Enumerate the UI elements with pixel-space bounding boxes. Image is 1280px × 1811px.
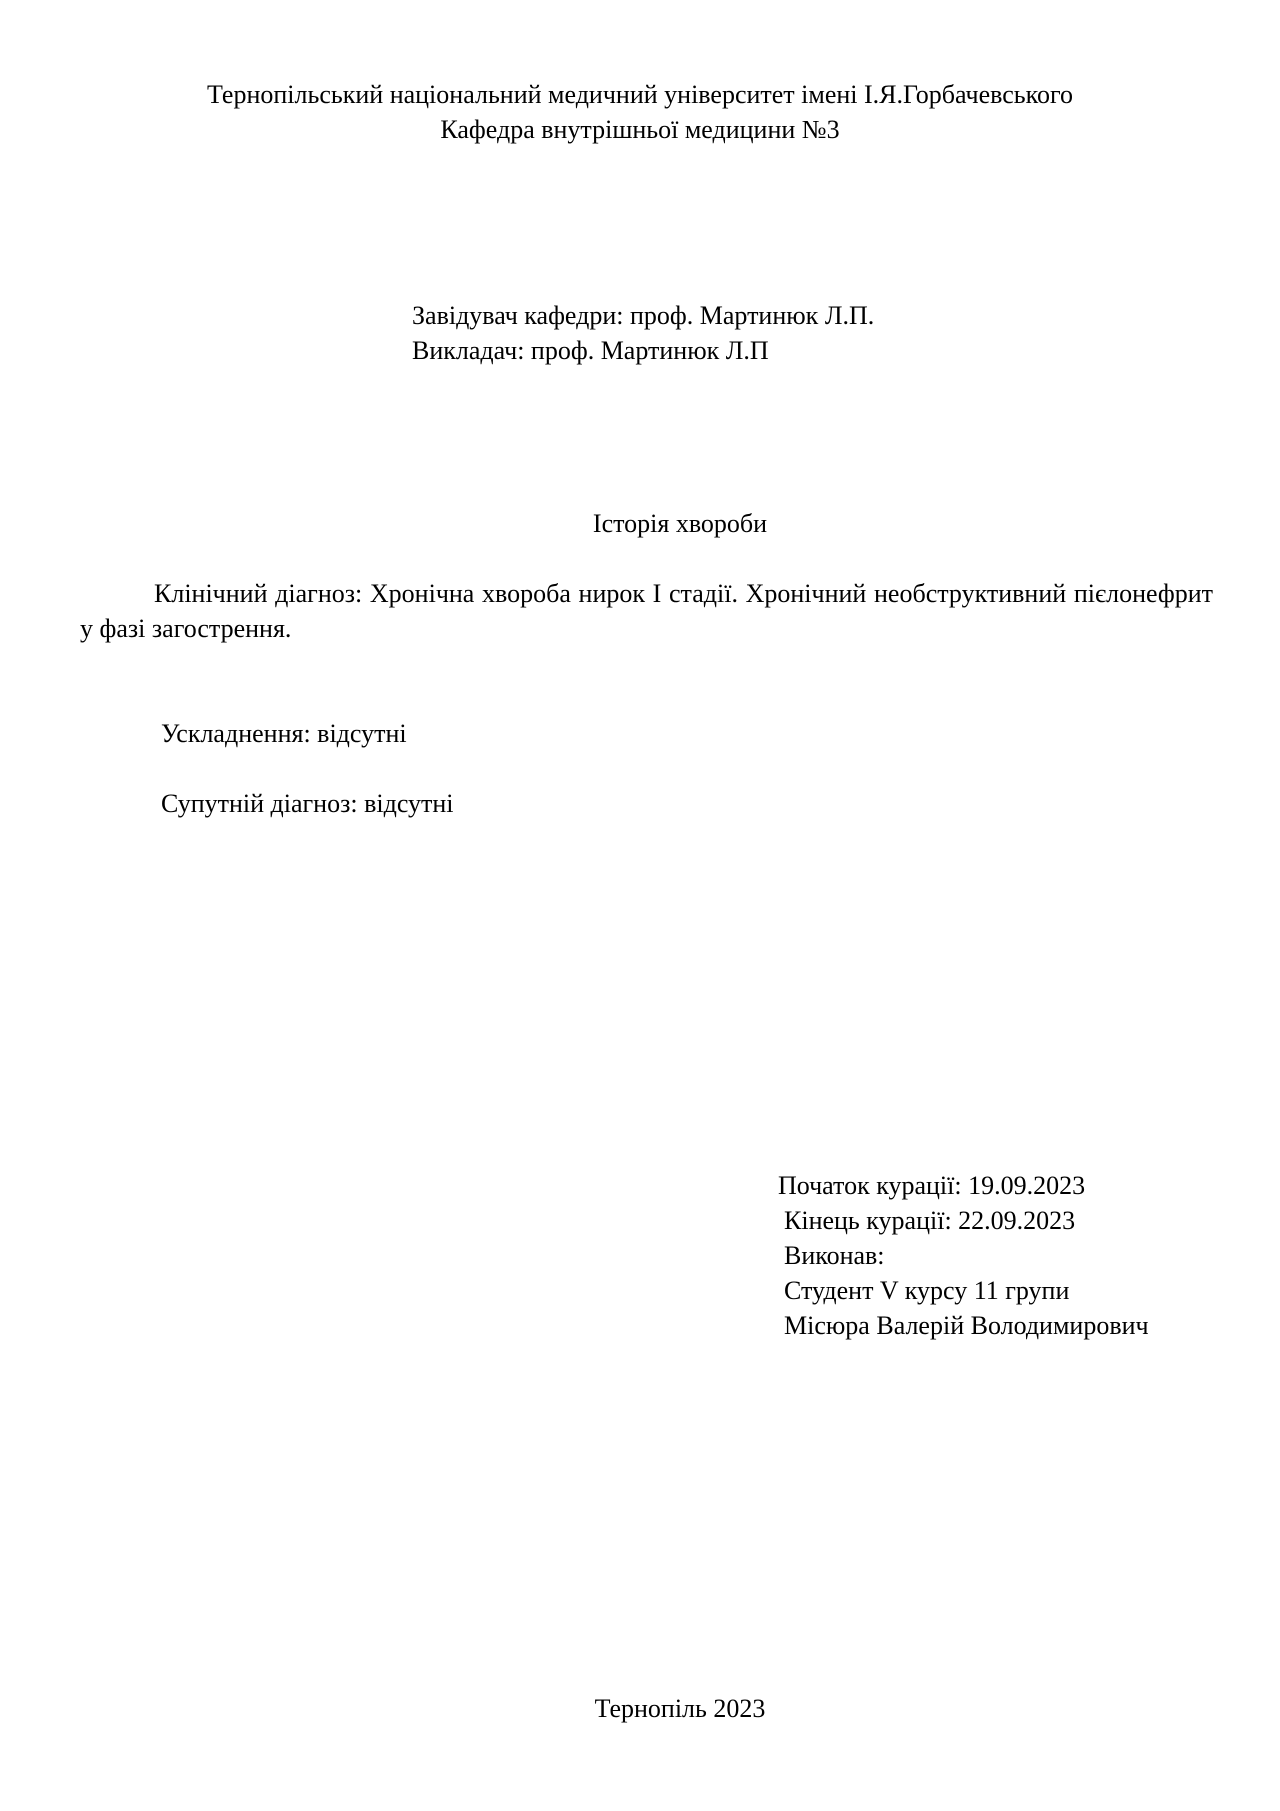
student-name: Місюра Валерій Володимирович — [784, 1311, 1149, 1340]
teacher: Викладач: проф. Мартинюк Л.П — [412, 336, 769, 365]
document-header — [0, 77, 1280, 147]
head-of-department: Завідувач кафедри: проф. Мартинюк Л.П. — [412, 301, 875, 330]
curation-end: Кінець курації: 22.09.2023 — [784, 1206, 1076, 1235]
curation-info — [778, 1168, 1149, 1343]
document-title: Історія хвороби — [592, 509, 768, 538]
complications: Ускладнення: відсутні — [161, 719, 407, 748]
performed-by-label: Виконав: — [784, 1241, 885, 1270]
city-year: Тернопіль 2023 — [594, 1694, 766, 1723]
comorbid-diagnosis: Супутній діагноз: відсутні — [161, 789, 454, 818]
department-name: Кафедра внутрішньої медицини №3 — [440, 115, 840, 144]
clinical-diagnosis: Клінічний діагноз: Хронічна хвороба нирок I стадії. Хронічний необструктивний пієлонефрит у фазі загострення. — [80, 579, 1213, 643]
university-name: Тернопільський національний медичний університет імені І.Я.Горбачевського — [207, 80, 1073, 109]
curation-start: Початок курації: 19.09.2023 — [778, 1171, 1086, 1200]
student-group: Студент V курсу 11 групи — [784, 1276, 1070, 1305]
staff-info — [412, 298, 874, 368]
